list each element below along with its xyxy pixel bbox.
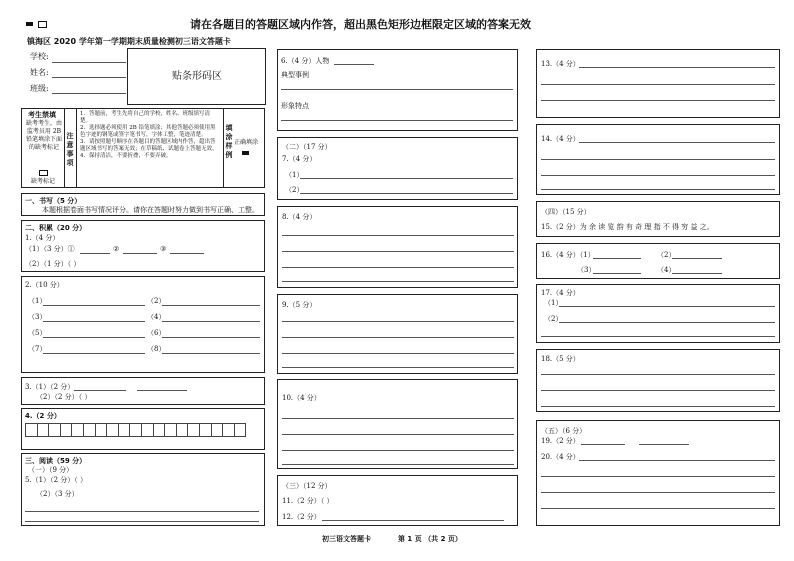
correct-fill-label: 正确填涂 bbox=[234, 139, 259, 146]
footer-page-number: 第 1 页 （共 2 页） bbox=[398, 535, 462, 543]
q7-label: 7.（4 分） bbox=[282, 155, 317, 163]
accumulation-section bbox=[21, 220, 265, 272]
note-item: 3．请按照题号顺序在各题目的答题区域内作答，超出答题区域书写的答案无效；在草稿纸、试题卷上答题无效。 bbox=[80, 139, 218, 152]
q6-event-label: 典型事例 bbox=[281, 71, 309, 79]
page-title: 镇海区 2020 学年第一学期期末质量检测初三语文答题卡 bbox=[27, 37, 231, 46]
q16-part4-label: （4） bbox=[657, 266, 676, 274]
q14-label: 14.（4 分） bbox=[541, 135, 580, 143]
q1-part2-label: （2）（1 分）（ ） bbox=[25, 260, 81, 268]
q17-section bbox=[536, 284, 780, 343]
q7-part2-label: （2） bbox=[285, 186, 304, 194]
absent-mark-label: 缺考标记 bbox=[31, 178, 56, 185]
q8-answer-line[interactable] bbox=[282, 251, 514, 252]
q3-part2-label: （2）（2 分）（ ） bbox=[36, 393, 92, 401]
notes-list bbox=[76, 109, 224, 187]
reading-section bbox=[21, 453, 265, 526]
section-2 bbox=[277, 137, 518, 200]
q5-answer-line[interactable] bbox=[25, 521, 259, 522]
q7-part1-label: （1） bbox=[285, 171, 304, 179]
section-4-heading: （四）（15 分） bbox=[541, 208, 591, 216]
q2-section bbox=[21, 276, 265, 373]
q13-section bbox=[536, 49, 780, 118]
q2-blank[interactable] bbox=[162, 305, 260, 306]
q14-answer-line[interactable] bbox=[541, 159, 775, 160]
corner-marker bbox=[26, 22, 33, 26]
q13-answer-line[interactable] bbox=[541, 84, 775, 85]
writing-instruction: 本题根据卷面书写情况评分。请你在答题时努力做到书写正确、工整。 bbox=[42, 206, 259, 214]
q13-label: 13.（4 分） bbox=[541, 60, 580, 68]
q10-answer-line[interactable] bbox=[282, 418, 514, 419]
exam-box bbox=[22, 109, 65, 187]
q3-blank-2[interactable] bbox=[137, 390, 187, 391]
writing-heading: 一、书写（5 分） bbox=[25, 197, 82, 205]
q4-section bbox=[21, 408, 265, 450]
q20-label: 20.（4 分） bbox=[541, 453, 580, 461]
q6-person-blank[interactable] bbox=[334, 64, 374, 65]
q17-part2-label: （2） bbox=[544, 315, 563, 323]
q2-item: （1） bbox=[28, 297, 47, 305]
q16-part3-label: （3） bbox=[577, 266, 596, 274]
q8-answer-line[interactable] bbox=[282, 281, 514, 282]
q6-answer-line[interactable] bbox=[281, 120, 513, 121]
q16-blank[interactable] bbox=[672, 273, 722, 274]
class-label: 班级: bbox=[30, 84, 49, 93]
q3-section bbox=[21, 377, 265, 405]
q18-answer-line[interactable] bbox=[541, 374, 775, 375]
q20-answer-line[interactable] bbox=[579, 460, 775, 461]
q10-answer-line[interactable] bbox=[282, 434, 514, 435]
q2-blank[interactable] bbox=[162, 353, 260, 354]
q9-answer-line[interactable] bbox=[282, 367, 514, 368]
q16-part1-label: 16.（4 分）（1） bbox=[541, 251, 595, 259]
q13-answer-line[interactable] bbox=[541, 100, 775, 101]
q2-item: （7） bbox=[28, 345, 47, 353]
section-4 bbox=[536, 201, 780, 237]
corner-marker-outline bbox=[38, 21, 47, 28]
q2-blank[interactable] bbox=[162, 337, 260, 338]
section-5 bbox=[536, 420, 780, 526]
q7-answer-line[interactable] bbox=[300, 178, 513, 179]
section-2-heading: （二）（17 分） bbox=[282, 143, 332, 151]
q2-item: （2） bbox=[147, 297, 166, 305]
q9-label: 9.（5 分） bbox=[282, 301, 317, 309]
q2-item: （3） bbox=[28, 313, 47, 321]
q16-blank[interactable] bbox=[672, 258, 722, 259]
q2-item: （5） bbox=[28, 329, 47, 337]
q8-label: 8.（4 分） bbox=[282, 213, 317, 221]
q17-answer-line[interactable] bbox=[541, 336, 775, 337]
q14-answer-line[interactable] bbox=[541, 175, 775, 176]
class-field[interactable] bbox=[52, 93, 126, 94]
q2-item: （6） bbox=[147, 329, 166, 337]
q13-answer-line[interactable] bbox=[579, 67, 775, 68]
q2-blank[interactable] bbox=[43, 305, 145, 306]
q2-label: 2.（10 分） bbox=[25, 281, 64, 289]
correct-fill-sample bbox=[242, 151, 249, 155]
q1-blank-3[interactable] bbox=[170, 253, 204, 254]
instructions-panel bbox=[21, 108, 265, 188]
notes-label: 注意事项 bbox=[66, 131, 74, 167]
q2-blank[interactable] bbox=[43, 353, 145, 354]
q10-section bbox=[277, 379, 518, 469]
q19-blank[interactable] bbox=[581, 444, 625, 445]
absent-checkbox[interactable] bbox=[39, 170, 48, 176]
exam-body: 缺考考生，由监考员用 2B 铅笔填涂下面的缺考标记 bbox=[25, 120, 62, 151]
q12-label: 12.（2 分） bbox=[282, 513, 321, 521]
q3-part1-label: 3.（1）（2 分） bbox=[25, 383, 75, 391]
q8-answer-line[interactable] bbox=[282, 235, 514, 236]
q1-blank-2[interactable] bbox=[123, 253, 157, 254]
q9-answer-line[interactable] bbox=[282, 337, 514, 338]
note-item: 1．答题前，考生先将自己的学校，姓名、班级填写清楚。 bbox=[80, 111, 211, 124]
page-notice: 请在各题目的答题区域内作答，超出黑色矩形边框限定区域的答案无效 bbox=[190, 18, 531, 31]
q19-label: 19.（2 分） bbox=[541, 437, 580, 445]
q10-answer-line[interactable] bbox=[282, 450, 514, 451]
q2-item: （4） bbox=[147, 313, 166, 321]
section-3 bbox=[277, 475, 518, 526]
q20-answer-line[interactable] bbox=[541, 508, 775, 509]
q11-label: 11.（2 分）（ ） bbox=[282, 497, 334, 505]
q1-part1-label: （1）（3 分）① bbox=[25, 245, 75, 253]
q18-answer-line[interactable] bbox=[541, 390, 775, 391]
q2-item: （8） bbox=[147, 345, 166, 353]
q2-blank[interactable] bbox=[43, 337, 145, 338]
note-item: 2．选择题必须使用 2B 铅笔填涂；其他答题必须使用黑色字迹的钢笔或签字笔书写，字体工整，笔迹清楚。 bbox=[80, 125, 216, 138]
q16-blank[interactable] bbox=[593, 258, 641, 259]
q19-blank[interactable] bbox=[639, 444, 689, 445]
q2-blank[interactable] bbox=[43, 321, 145, 322]
note-item: 4．保持清洁，不要折叠，不要弄破。 bbox=[80, 153, 172, 159]
q15-label: 15.（2 分）为 余 读 览 韵 有 奇 理 指 不 得 穷 益 之。 bbox=[541, 223, 714, 231]
q2-blank[interactable] bbox=[162, 321, 260, 322]
exam-title: 考生禁填 bbox=[28, 111, 56, 119]
q17-label: 17.（4 分） bbox=[541, 289, 580, 297]
school-field[interactable] bbox=[52, 62, 126, 63]
q1-part1-b: ② bbox=[113, 245, 120, 253]
q14-answer-line[interactable] bbox=[541, 189, 775, 190]
q20-answer-line[interactable] bbox=[541, 492, 775, 493]
q14-section bbox=[536, 124, 780, 195]
q9-section bbox=[277, 294, 518, 374]
q6-trait-label: 形象特点 bbox=[281, 102, 309, 110]
q9-answer-line[interactable] bbox=[282, 353, 514, 354]
q8-answer-line[interactable] bbox=[282, 267, 514, 268]
fill-sample-label: 填涂样例 bbox=[225, 123, 233, 159]
q5-answer-line[interactable] bbox=[25, 511, 259, 512]
footer-label: 初三语文答题卡 bbox=[322, 535, 371, 543]
q18-section bbox=[536, 349, 780, 412]
q9-answer-line[interactable] bbox=[282, 321, 514, 322]
q6-label: 6.（4 分）人物 bbox=[281, 57, 330, 65]
name-field[interactable] bbox=[52, 77, 126, 78]
q17-part1-label: （1） bbox=[544, 299, 563, 307]
q1-label: 1.（4 分） bbox=[25, 234, 60, 242]
q14-answer-line[interactable] bbox=[579, 142, 775, 143]
q16-part2-label: （2） bbox=[657, 251, 676, 259]
q16-section bbox=[536, 243, 780, 279]
q12-answer-line[interactable] bbox=[322, 520, 504, 521]
reading-heading: 三、阅读（59 分） bbox=[25, 457, 87, 465]
name-label: 姓名: bbox=[30, 68, 49, 77]
q7-answer-line[interactable] bbox=[300, 193, 513, 194]
q6-answer-line[interactable] bbox=[281, 89, 513, 90]
q4-label: 4.（2 分） bbox=[25, 412, 61, 420]
q17-answer-line[interactable] bbox=[559, 306, 775, 307]
accumulation-heading: 二、积累（20 分） bbox=[25, 224, 87, 232]
q1-part1-c: ③ bbox=[160, 245, 167, 253]
q10-answer-line[interactable] bbox=[282, 464, 514, 465]
q1-blank-1[interactable] bbox=[80, 253, 110, 254]
q10-label: 10.（4 分） bbox=[282, 394, 321, 402]
barcode-label: 贴条形码区 bbox=[172, 71, 222, 82]
reading-subheading: （一）（9 分） bbox=[28, 466, 74, 474]
barcode-area bbox=[127, 48, 266, 105]
q18-answer-line[interactable] bbox=[541, 406, 775, 407]
q20-answer-line[interactable] bbox=[541, 476, 775, 477]
q17-answer-line[interactable] bbox=[559, 322, 775, 323]
q5-part2-label: （2）（3 分） bbox=[36, 490, 79, 498]
section-5-heading: （五）（6 分） bbox=[541, 427, 587, 435]
q4-character-grid[interactable] bbox=[25, 423, 245, 437]
writing-section bbox=[21, 193, 265, 216]
q6-section bbox=[277, 49, 518, 131]
q8-section bbox=[277, 206, 518, 288]
section-3-heading: （三）（12 分） bbox=[282, 482, 332, 490]
q16-blank[interactable] bbox=[593, 273, 641, 274]
q18-label: 18.（5 分） bbox=[541, 355, 580, 363]
q3-blank-1[interactable] bbox=[74, 390, 126, 391]
q5-part1-label: 5.（1）（2 分）（ ） bbox=[25, 476, 88, 484]
school-label: 学校: bbox=[30, 52, 49, 61]
